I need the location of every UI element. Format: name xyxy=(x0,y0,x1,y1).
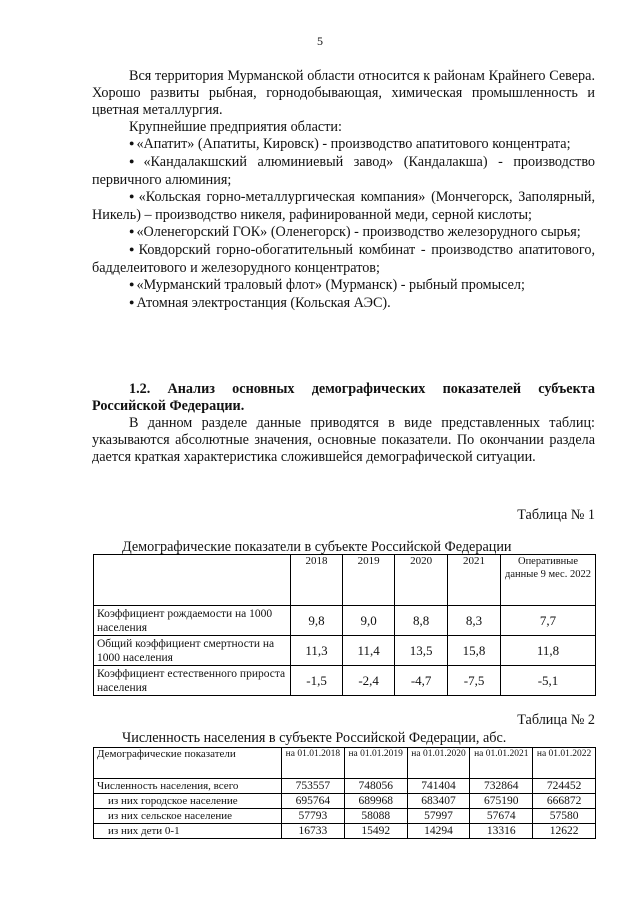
table-cell: 689968 xyxy=(344,794,407,809)
population-table xyxy=(93,747,596,839)
row-label: из них дети 0-1 xyxy=(94,824,282,839)
bullet-icon: ● xyxy=(129,138,135,148)
row-label: Численность населения, всего xyxy=(94,779,282,794)
table-cell: 675190 xyxy=(470,794,533,809)
table-cell: 8,8 xyxy=(395,606,448,636)
table-cell: 724452 xyxy=(533,779,596,794)
table-cell: 666872 xyxy=(533,794,596,809)
table-cell: -1,5 xyxy=(291,666,343,696)
table-header-cell: на 01.01.2019 xyxy=(344,748,407,779)
table-1-number: Таблица № 1 xyxy=(517,507,595,523)
table-2-caption: Численность населения в субъекте Российской Федерации, абс. xyxy=(122,730,507,746)
section-heading: 1.2. Анализ основных демографических показателей субъекта Российской Федерации. xyxy=(92,381,595,414)
table-cell: 57674 xyxy=(470,809,533,824)
table-header-cell: 2021 xyxy=(448,555,501,606)
table-cell: 14294 xyxy=(407,824,470,839)
bullet-icon: ● xyxy=(129,297,135,307)
paragraph-enterprises-intro: Крупнейшие предприятия области: xyxy=(129,119,342,135)
table-cell: 753557 xyxy=(282,779,345,794)
table-header-cell: 2018 xyxy=(291,555,343,606)
table-cell: 741404 xyxy=(407,779,470,794)
table-cell: 695764 xyxy=(282,794,345,809)
table-header-row xyxy=(94,555,596,606)
table-cell: 748056 xyxy=(344,779,407,794)
table-row xyxy=(94,794,596,809)
table-header-cell: на 01.01.2018 xyxy=(282,748,345,779)
table-cell: -7,5 xyxy=(448,666,501,696)
table-cell: 683407 xyxy=(407,794,470,809)
list-item: ● «Оленегорский ГОК» (Оленегорск) - производство железорудного сырья; xyxy=(129,224,581,240)
body-text xyxy=(92,68,595,313)
table-cell: 7,7 xyxy=(501,606,596,636)
table-1-caption: Демографические показатели в субъекте Российской Федерации xyxy=(122,539,512,555)
page-number: 5 xyxy=(317,34,323,48)
list-item: ● «Кандалакшский алюминиевый завод» (Кандалакша) - производство первичного алюминия; xyxy=(92,154,596,188)
bullet-icon: ● xyxy=(129,226,135,236)
table-header-cell: 2019 xyxy=(343,555,395,606)
table-row xyxy=(94,636,596,666)
table-cell: -4,7 xyxy=(395,666,448,696)
table-cell: 57793 xyxy=(282,809,345,824)
table-header-cell: на 01.01.2020 xyxy=(407,748,470,779)
table-header-cell: 2020 xyxy=(395,555,448,606)
table-cell: -2,4 xyxy=(343,666,395,696)
table-cell: 8,3 xyxy=(448,606,501,636)
row-label: Общий коэффициент смертности на 1000 населения xyxy=(94,636,291,666)
table-cell: 11,3 xyxy=(291,636,343,666)
table-cell: 12622 xyxy=(533,824,596,839)
table-row xyxy=(94,824,596,839)
list-item: ● «Кольская горно-металлургическая компания» (Мончегорск, Заполярный, Никель) – производство никеля, рафинированной меди, серной кислоты; xyxy=(92,189,595,223)
list-item: ● Атомная электростанция (Кольская АЭС). xyxy=(129,295,391,311)
table-cell: 57997 xyxy=(407,809,470,824)
table-cell: 15,8 xyxy=(448,636,501,666)
row-label: из них сельское население xyxy=(94,809,282,824)
section-1-2 xyxy=(92,381,595,466)
row-label: Коэффициент рождаемости на 1000 населения xyxy=(94,606,291,636)
table-row xyxy=(94,779,596,794)
table-row xyxy=(94,666,596,696)
table-cell: 9,8 xyxy=(291,606,343,636)
table-row xyxy=(94,606,596,636)
table-row xyxy=(94,809,596,824)
table-header-cell: Оперативные данные 9 мес. 2022 xyxy=(501,555,596,606)
list-item: ● Ковдорский горно-обогатительный комбинат - производство апатитового, бадделеитового и железорудного концентратов; xyxy=(92,242,595,276)
list-item: ● «Апатит» (Апатиты, Кировск) - производство апатитового концентрата; xyxy=(129,136,571,152)
table-cell: 15492 xyxy=(344,824,407,839)
table-header-row xyxy=(94,748,596,779)
bullet-icon: ● xyxy=(129,279,135,289)
table-header-cell xyxy=(94,555,291,606)
table-cell: 11,8 xyxy=(501,636,596,666)
bullet-icon: ● xyxy=(129,244,137,254)
table-cell: 13316 xyxy=(470,824,533,839)
table-header-cell: на 01.01.2021 xyxy=(470,748,533,779)
table-header-cell: Демографические показатели xyxy=(94,748,282,779)
table-cell: 732864 xyxy=(470,779,533,794)
row-label: из них городское население xyxy=(94,794,282,809)
table-2-number: Таблица № 2 xyxy=(517,712,595,728)
row-label: Коэффициент естественного прироста населения xyxy=(94,666,291,696)
table-cell: -5,1 xyxy=(501,666,596,696)
paragraph-region: Вся территория Мурманской области относится к районам Крайнего Севера. Хорошо развиты рыбная, горнодобывающая, химическая промышленность и цветная металлургия. xyxy=(92,68,595,118)
table-cell: 16733 xyxy=(282,824,345,839)
table-cell: 58088 xyxy=(344,809,407,824)
table-cell: 9,0 xyxy=(343,606,395,636)
section-paragraph: В данном разделе данные приводятся в виде представленных таблиц: указываются абсолютные значения, основные показатели. По окончании раздела дается краткая характеристика сложившейся демографической ситуации. xyxy=(92,415,595,465)
table-header-cell: на 01.01.2022 xyxy=(533,748,596,779)
list-item: ● «Мурманский траловый флот» (Мурманск) - рыбный промысел; xyxy=(129,277,525,293)
demographic-indicators-table xyxy=(93,554,596,696)
table-cell: 13,5 xyxy=(395,636,448,666)
table-cell: 57580 xyxy=(533,809,596,824)
bullet-icon: ● xyxy=(129,191,137,201)
bullet-icon: ● xyxy=(129,156,142,166)
table-cell: 11,4 xyxy=(343,636,395,666)
